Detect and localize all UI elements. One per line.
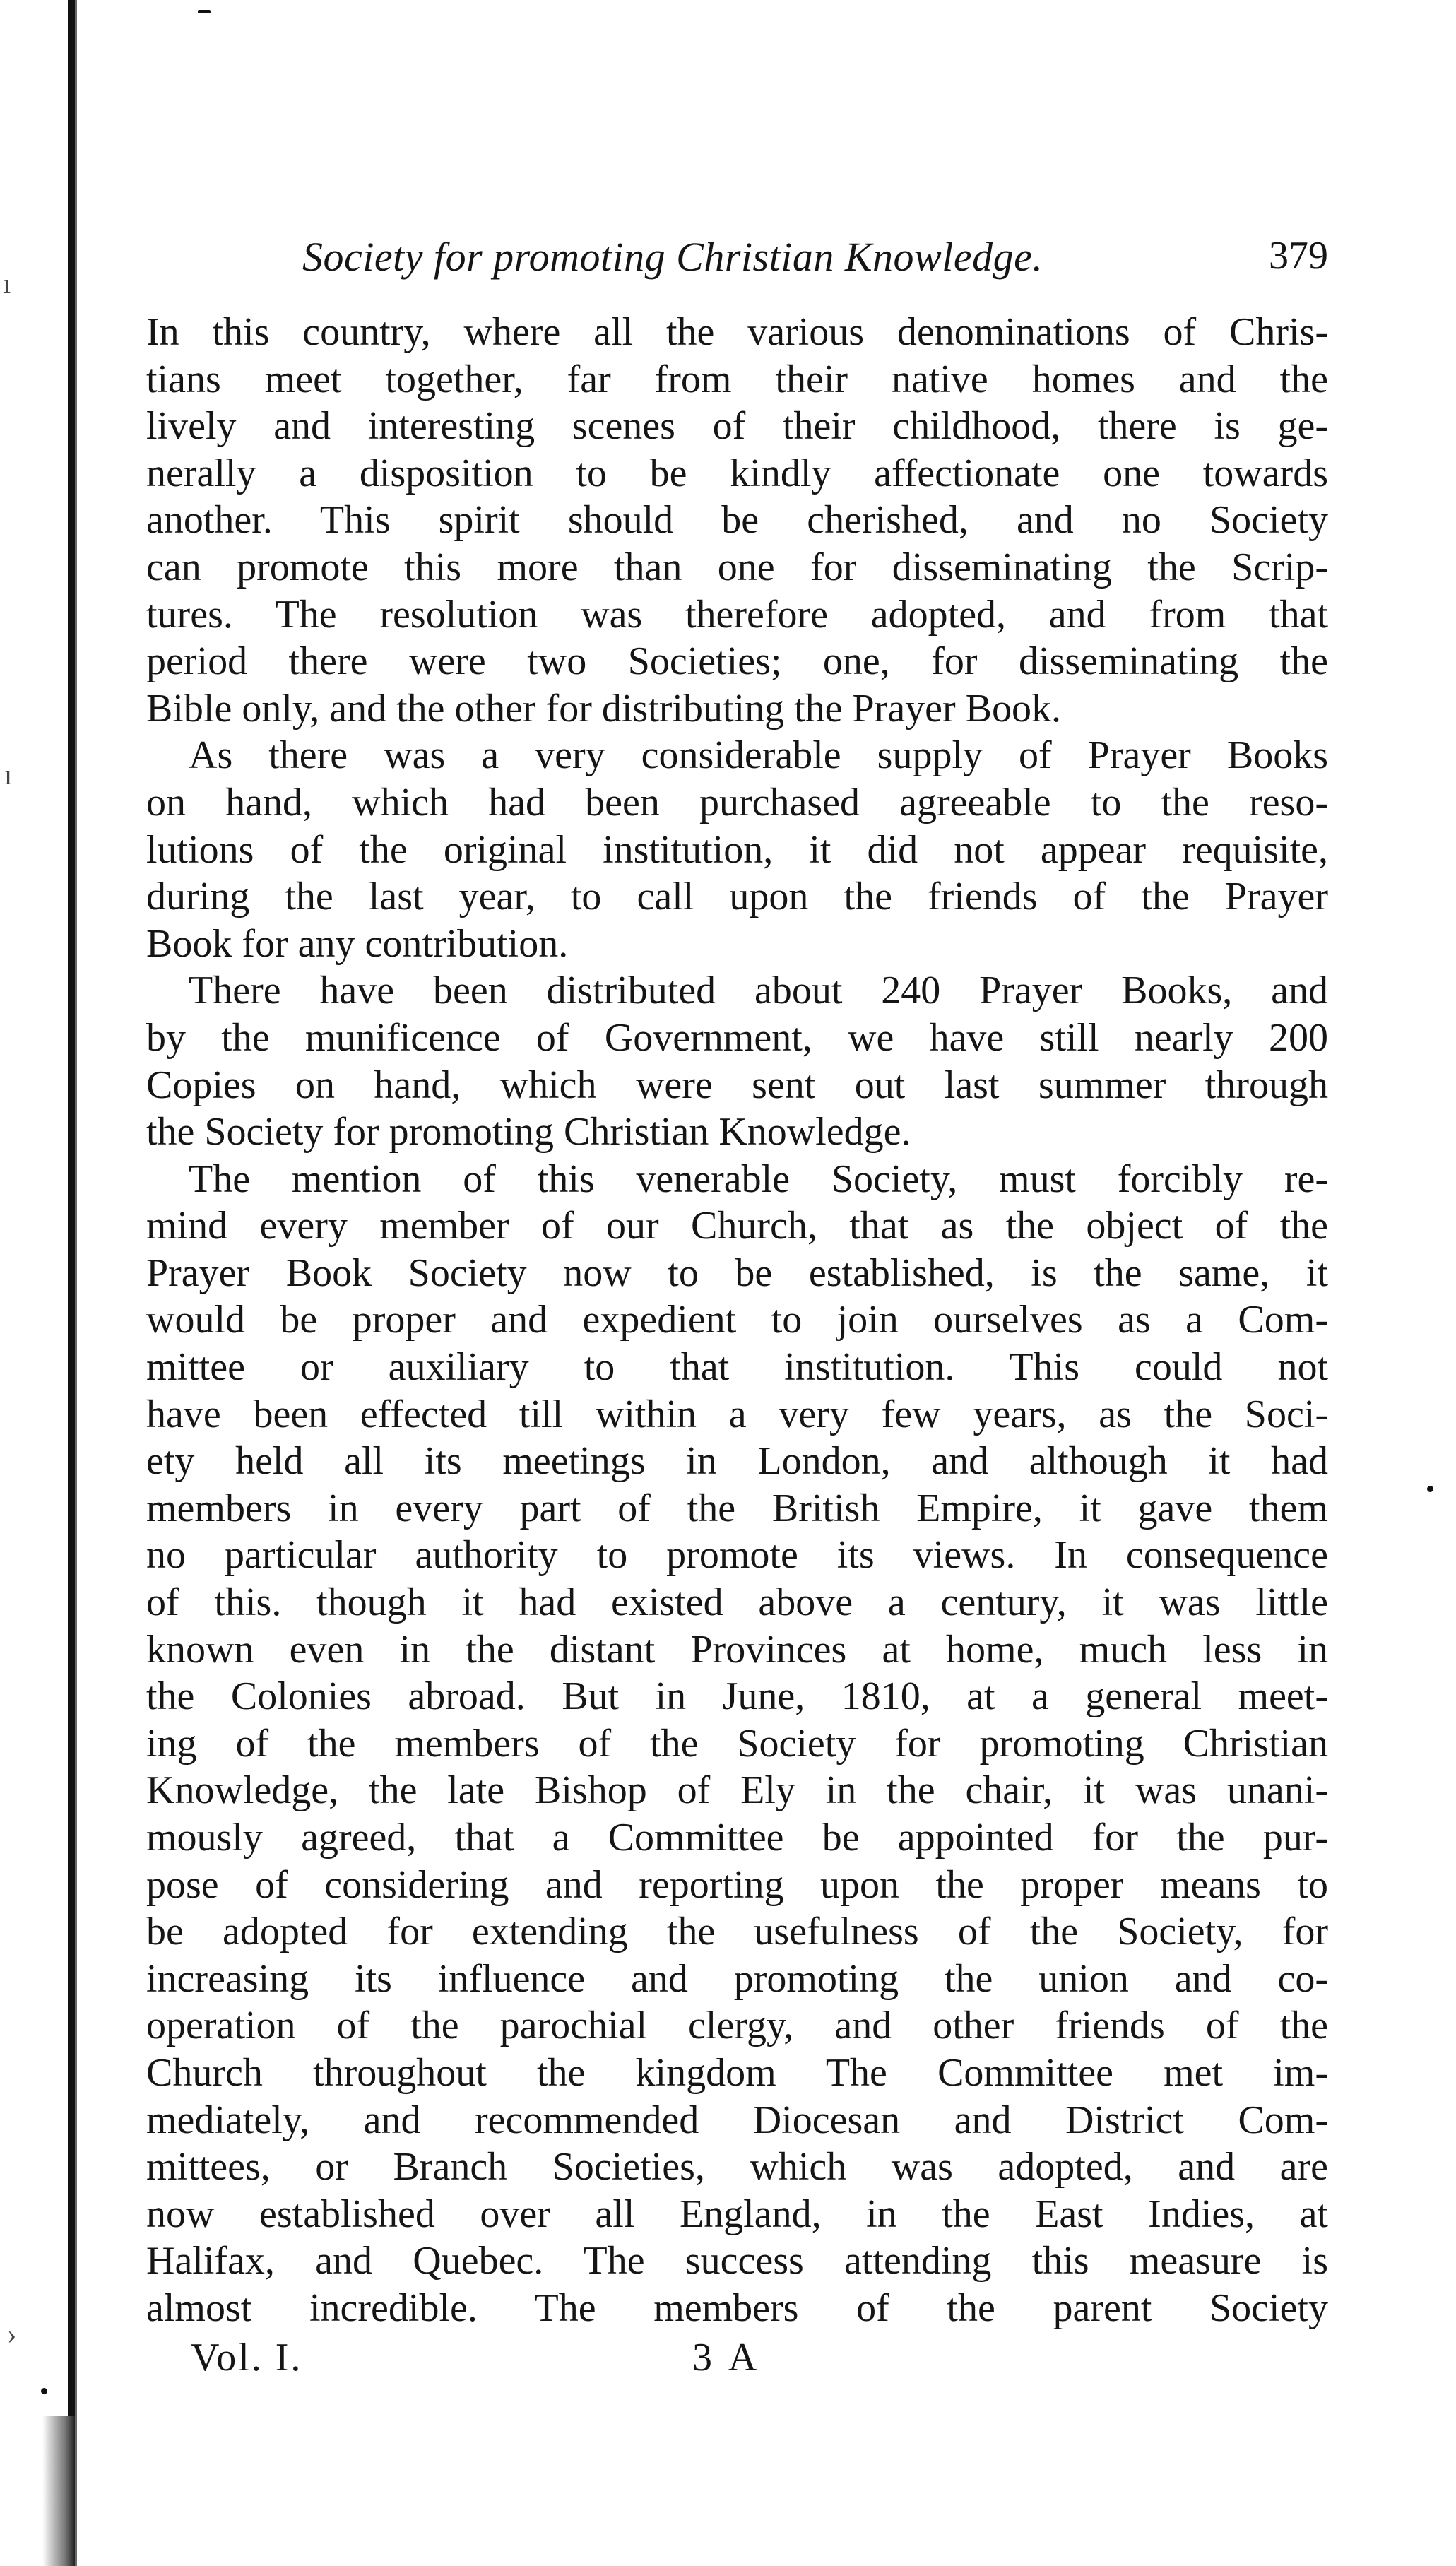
margin-mark: ı: [4, 759, 13, 791]
text-line: pose of considering and reporting upon the proper means to: [146, 1862, 1328, 1907]
page-header: [141, 233, 1328, 290]
body-text: [146, 309, 1328, 2332]
text-line: now established over all England, in the East Indies, at: [146, 2192, 1328, 2236]
binding-edge: [75, 0, 77, 2566]
text-line: the Society for promoting Christian Knowledge.: [146, 1110, 911, 1154]
text-line: Book for any contribution.: [146, 921, 569, 966]
text-line: Knowledge, the late Bishop of Ely in the chair, it was unani-: [146, 1768, 1328, 1813]
ink-speck: [198, 10, 211, 13]
signature-mark: 3 A: [692, 2336, 762, 2379]
text-line: would be proper and expedient to join ourselves as a Com-: [146, 1298, 1328, 1342]
text-line: of this. though it had existed above a century, it was little: [146, 1580, 1328, 1625]
text-line: mind every member of our Church, that as the object of the: [146, 1204, 1328, 1248]
text-line: no particular authority to promote its views. In consequence: [146, 1533, 1328, 1578]
text-line: period there were two Societies; one, for disseminating the: [146, 639, 1328, 684]
text-line: ety held all its meetings in London, and although it had: [146, 1439, 1328, 1484]
page-number: 379: [1269, 234, 1328, 278]
margin-mark: ı: [3, 268, 11, 300]
text-line: mittee or auxiliary to that institution. This could not: [146, 1345, 1328, 1390]
margin-mark: ›: [7, 2318, 17, 2350]
text-line: Bible only, and the other for distributing the Prayer Book.: [146, 686, 1062, 731]
text-line: by the munificence of Government, we have still nearly 200: [146, 1015, 1328, 1060]
text-line: be adopted for extending the usefulness of the Society, for: [146, 1910, 1328, 1954]
text-line: operation of the parochial clergy, and other friends of the: [146, 2004, 1328, 2048]
text-line: tians meet together, far from their native homes and the: [146, 357, 1328, 401]
binding-line: [68, 0, 75, 2566]
page-footer: [191, 2335, 1038, 2391]
text-line: the Colonies abroad. But in June, 1810, at a general meet-: [146, 1674, 1328, 1719]
text-line: have been effected till within a very few years, as the Soci-: [146, 1392, 1328, 1436]
text-line: almost incredible. The members of the parent Society: [146, 2286, 1328, 2330]
text-line: can promote this more than one for disseminating the Scrip-: [146, 545, 1328, 589]
text-line: ing of the members of the Society for promoting Christian: [146, 1721, 1328, 1766]
text-line: known even in the distant Provinces at home, much less in: [146, 1627, 1328, 1672]
text-line: increasing its influence and promoting the union and co-: [146, 1956, 1328, 2001]
text-line: In this country, where all the various denominations of Chris-: [146, 310, 1328, 354]
text-line: on hand, which had been purchased agreeable to the reso-: [146, 780, 1328, 824]
text-line: Church throughout the kingdom The Committee met im-: [146, 2050, 1328, 2095]
text-line: Copies on hand, which were sent out last summer through: [146, 1063, 1328, 1107]
binding-shadow: [42, 2416, 75, 2566]
text-line: mediately, and recommended Diocesan and District Com-: [146, 2098, 1328, 2142]
text-line: another. This spirit should be cherished, and no Society: [146, 498, 1328, 543]
text-line: As there was a very considerable supply of Prayer Books: [189, 733, 1328, 778]
text-line: during the last year, to call upon the friends of the Prayer: [146, 875, 1328, 919]
volume-label: Vol. I.: [191, 2336, 303, 2379]
ink-speck: [1427, 1486, 1433, 1492]
text-line: lively and interesting scenes of their childhood, there is ge-: [146, 404, 1328, 449]
text-line: members in every part of the British Empire, it gave them: [146, 1486, 1328, 1530]
text-line: mously agreed, that a Committee be appointed for the pur-: [146, 1816, 1328, 1860]
text-line: mittees, or Branch Societies, which was adopted, and are: [146, 2145, 1328, 2189]
text-line: There have been distributed about 240 Prayer Books, and: [189, 969, 1328, 1013]
text-line: The mention of this venerable Society, must forcibly re-: [189, 1157, 1328, 1201]
text-line: tures. The resolution was therefore adopted, and from that: [146, 592, 1328, 637]
running-title: Society for promoting Christian Knowledge.: [302, 234, 1043, 280]
ink-speck: [41, 2388, 47, 2394]
text-line: Halifax, and Quebec. The success attending this measure is: [146, 2239, 1328, 2283]
text-line: nerally a disposition to be kindly affectionate one towards: [146, 451, 1328, 495]
text-line: lutions of the original institution, it did not appear requisite,: [146, 827, 1328, 872]
text-line: Prayer Book Society now to be established, is the same, it: [146, 1251, 1328, 1295]
